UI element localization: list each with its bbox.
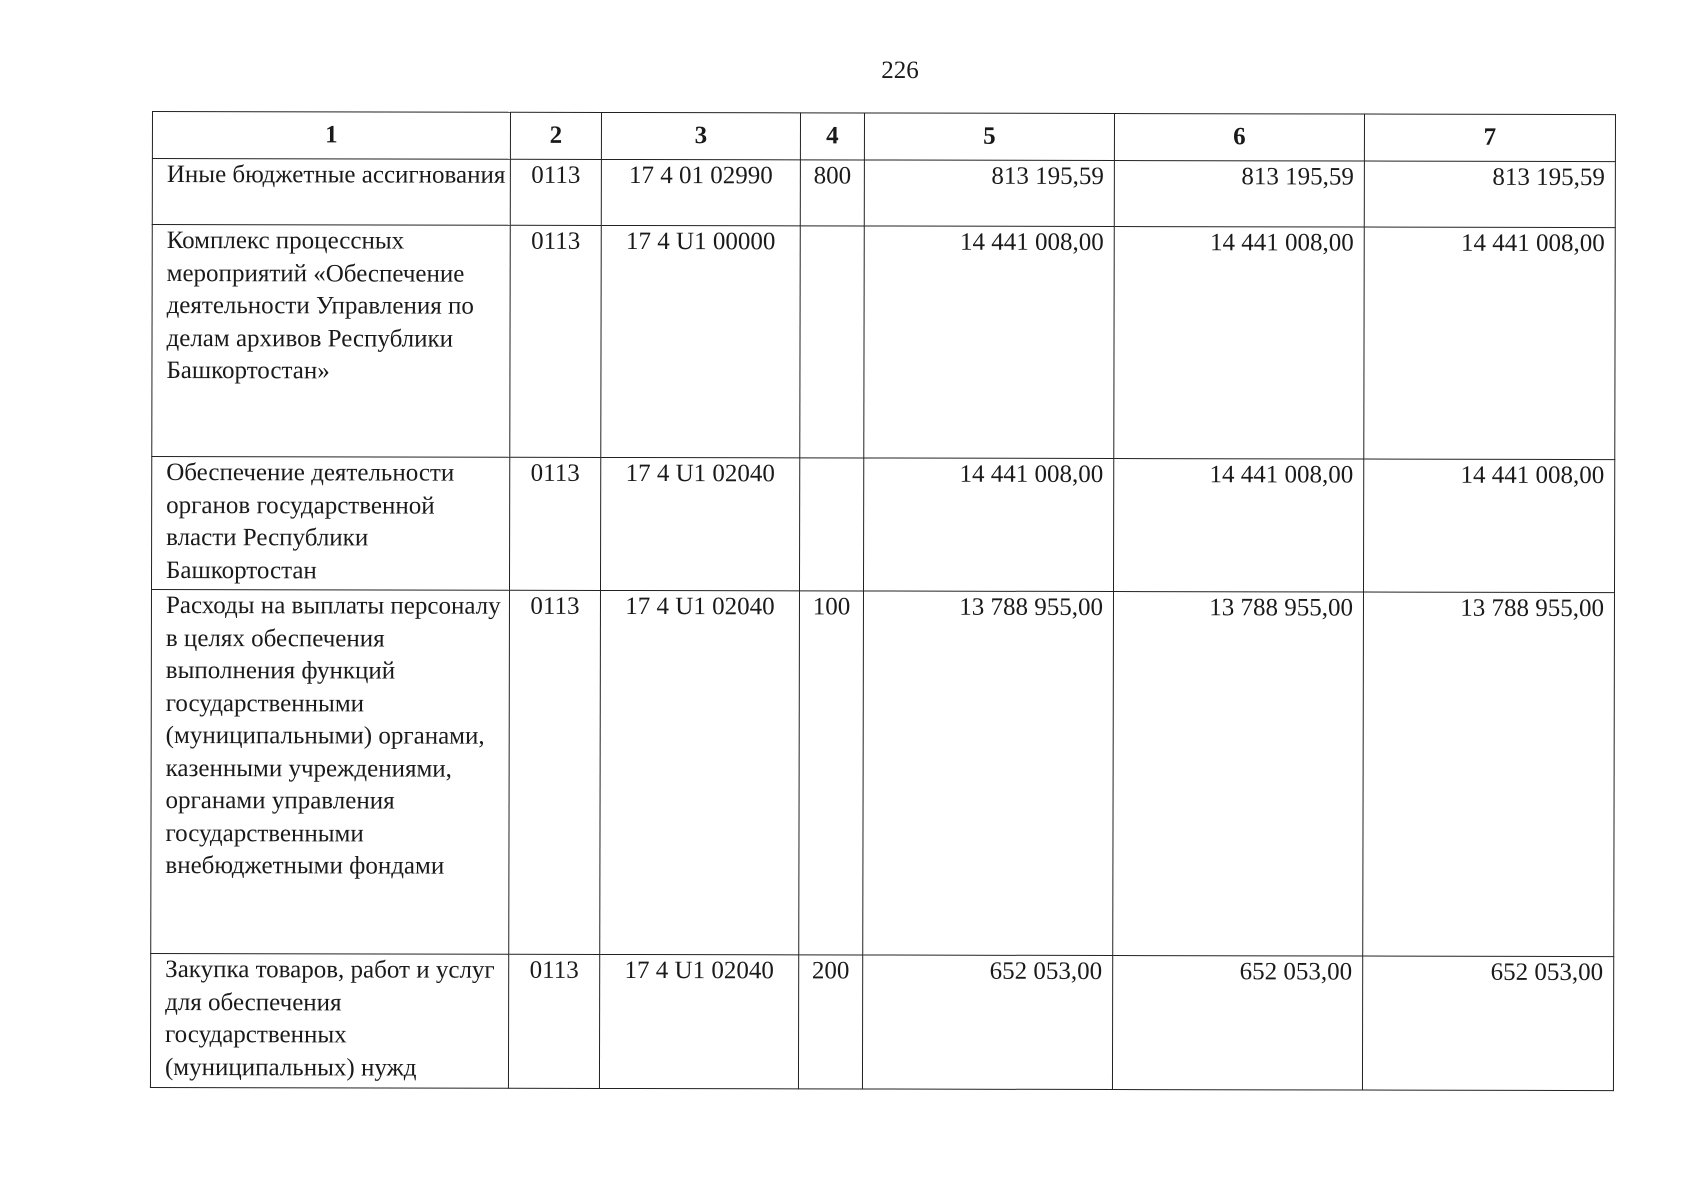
amount-col5-cell: 813 195,59 xyxy=(864,160,1114,227)
row-name-cell: Комплекс процессных мероприятий «Обеспечение деятельности Управления по делам архивов Республики Башкортостан» xyxy=(152,225,510,458)
amount-col5-cell: 13 788 955,00 xyxy=(863,591,1114,956)
header-cell-2: 2 xyxy=(510,112,601,159)
section-code-cell: 0113 xyxy=(509,590,601,954)
amount-col6-cell: 813 195,59 xyxy=(1114,161,1364,228)
amount-col6-cell: 14 441 008,00 xyxy=(1114,227,1364,460)
target-code-cell: 17 4 U1 02040 xyxy=(599,954,798,1088)
header-cell-3: 3 xyxy=(601,112,800,159)
header-cell-7: 7 xyxy=(1364,114,1615,162)
amount-col6-cell: 14 441 008,00 xyxy=(1113,459,1363,593)
section-code-cell: 0113 xyxy=(508,954,599,1088)
header-cell-5: 5 xyxy=(864,113,1114,161)
amount-col5-cell: 14 441 008,00 xyxy=(863,458,1113,592)
table-header-row xyxy=(152,112,1615,162)
amount-col5-cell: 652 053,00 xyxy=(862,955,1112,1090)
amount-col6-cell: 652 053,00 xyxy=(1112,956,1362,1091)
expense-type-cell xyxy=(799,458,863,591)
table-row xyxy=(152,225,1615,460)
target-code-cell: 17 4 U1 00000 xyxy=(601,225,800,457)
row-name-cell: Расходы на выплаты персоналу в целях обеспечения выполнения функций государственными (муниципальными) органами, казенными учреждениями, органами управления государственными внебюджетными фондами xyxy=(151,590,510,955)
expense-type-cell: 200 xyxy=(798,955,862,1089)
amount-col7-cell: 652 053,00 xyxy=(1362,956,1613,1091)
amount-col5-cell: 14 441 008,00 xyxy=(864,226,1114,459)
table-row xyxy=(152,159,1615,228)
row-name-cell: Закупка товаров, работ и услуг для обеспечения государственных (муниципальных) нужд xyxy=(150,953,508,1088)
section-code-cell: 0113 xyxy=(510,225,601,457)
target-code-cell: 17 4 U1 02040 xyxy=(600,590,800,954)
table-row xyxy=(151,457,1614,593)
target-code-cell: 17 4 01 02990 xyxy=(601,159,800,225)
header-cell-6: 6 xyxy=(1114,114,1364,162)
page-number: 226 xyxy=(881,57,919,84)
amount-col7-cell: 13 788 955,00 xyxy=(1363,592,1615,957)
header-cell-1: 1 xyxy=(152,112,510,160)
table-row xyxy=(150,953,1613,1090)
target-code-cell: 17 4 U1 02040 xyxy=(600,457,799,590)
header-cell-4: 4 xyxy=(800,113,864,160)
table-row xyxy=(151,590,1615,957)
budget-table xyxy=(150,111,1616,1091)
amount-col7-cell: 14 441 008,00 xyxy=(1363,459,1614,593)
row-name-cell: Иные бюджетные ассигнования xyxy=(152,159,510,226)
section-code-cell: 0113 xyxy=(510,159,601,225)
expense-type-cell xyxy=(800,226,864,458)
section-code-cell: 0113 xyxy=(509,457,600,590)
amount-col7-cell: 14 441 008,00 xyxy=(1364,227,1615,460)
amount-col7-cell: 813 195,59 xyxy=(1364,161,1615,228)
row-name-cell: Обеспечение деятельности органов государственной власти Республики Башкортостан xyxy=(151,457,509,591)
expense-type-cell: 800 xyxy=(800,160,864,226)
amount-col6-cell: 13 788 955,00 xyxy=(1113,592,1364,957)
expense-type-cell: 100 xyxy=(799,591,864,955)
